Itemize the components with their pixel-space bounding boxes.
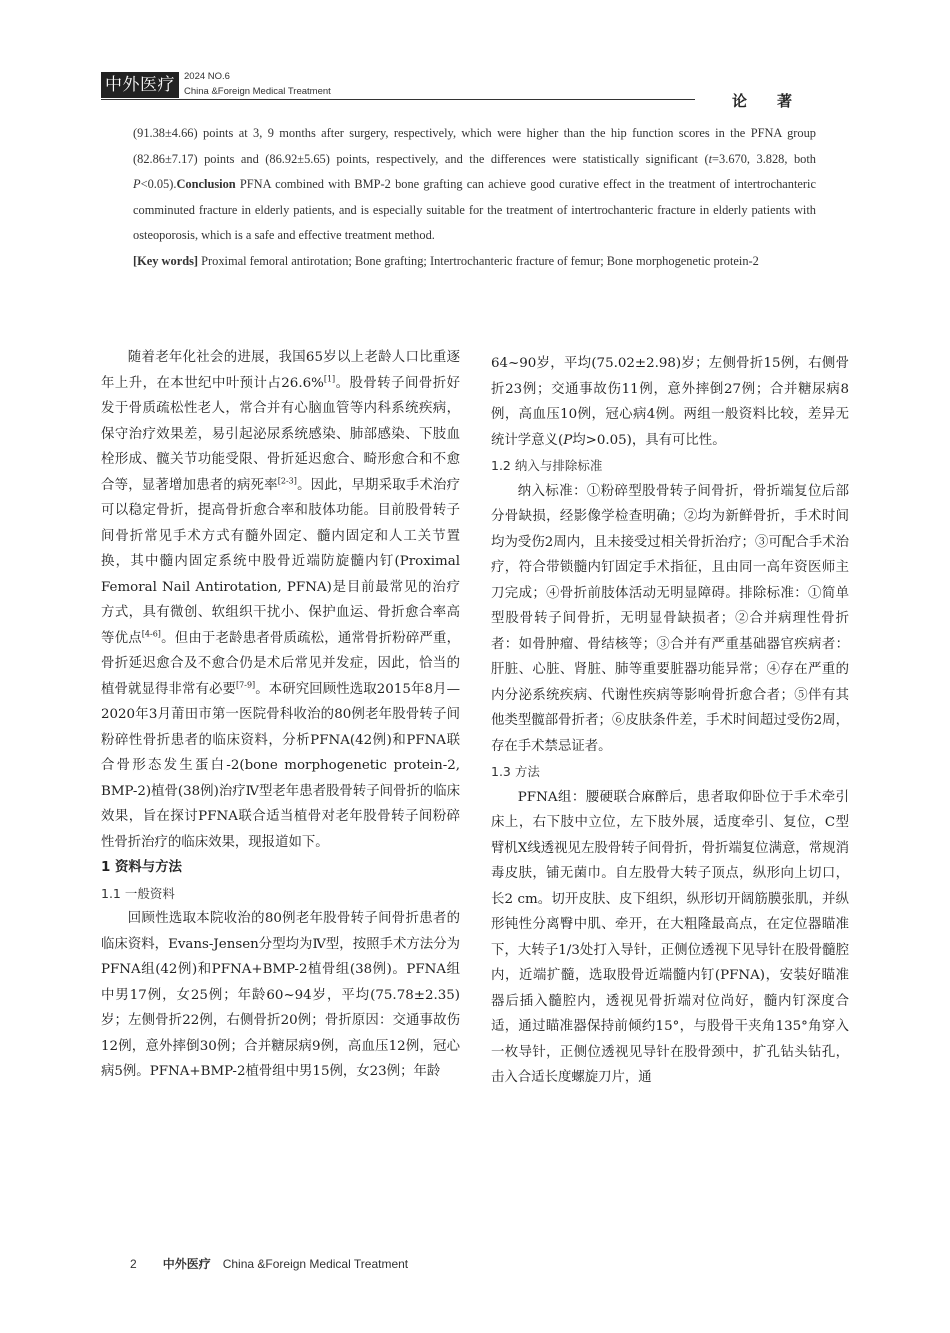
method-paragraph: PFNA组：腰硬联合麻醉后，患者取仰卧位于手术牵引床上，右下肢中立位，左下肢外展，适度牵引、复位，C型臂机X线透视见左股骨转子间骨折，骨折端复位满意，常规消毒皮肤，铺无菌巾。自左股骨大转子顶点，纵形向上切口，长2 cm。切开皮肤、皮下组织，纵形切开阔筋膜张肌，并纵形钝性分离臀中肌、牵开，在大粗隆最高点，在定位器瞄准下，大转子1/3处打入导针，正侧位透视下见导针在股骨髓腔内，近端扩髓，选取股骨近端髓内钉(PFNA)，安装好瞄准器后插入髓腔内，透视见骨折端对位尚好，髓内钉深度合适，通过瞄准器保持前倾约15°，与股骨干夹角135°角穿入一枚导针，正侧位透视见导针在股骨颈中，扩孔钻头钻孔，击入合适长度螺旋刀片，通 <box>491 789 849 1085</box>
intro-paragraph: 随着老年化社会的进展，我国65岁以上老龄人口比重逐年上升，在本世纪中叶预计占26.6%[1]。股骨转子间骨折好发于骨质疏松性老人，常合并有心脑血管等内科系统疾病，保守治疗效果差，易引起泌尿系统感染、肺部感染、下肢血栓形成、髋关节功能受限、骨折延迟愈合、畸形愈合和不愈合等，显著增加患者的病死率[2-3]。因此，早期采取手术治疗可以稳定骨折，提高骨折愈合率和肢体功能。目前股骨转子间骨折常见手术方式有髓外固定、髓内固定和人工关节置换，其中髓内固定系统中股骨近端防旋髓内钉(Proximal Femoral Nail Antirotation, PFNA)是目前最常见的治疗方式，具有微创、软组织干扰小、保护血运、骨折愈合率高等优点[4-6]。但由于老龄患者骨质疏松，通常骨折粉碎严重，骨折延迟愈合及不愈合仍是术后常见并发症，因此，恰当的植骨就显得非常有必要[7-9]。本研究回顾性选取2015年8月—2020年3月莆田市第一医院骨科收治的80例老年股骨转子间粉碎性骨折患者的临床资料，分析PFNA(42例)和PFNA联合骨形态发生蛋白-2(bone morphogenetic protein-2, BMP-2)植骨(38例)治疗Ⅳ型老年患者股骨转子间骨折的临床效果，旨在探讨PFNA联合适当植骨对老年股骨转子间粉碎性骨折治疗的临床效果，现报道如下。 <box>101 350 461 850</box>
subsection-heading-method: 1.3 方法 <box>491 764 540 779</box>
body-column-left <box>101 345 460 1085</box>
section-label: 论著 <box>732 92 823 110</box>
abstract-keywords: [Key words] Proximal femoral antirotation; Bone grafting; Intertrochanteric fracture of femur; Bone morphogenetic protein-2 <box>133 253 759 268</box>
general-data-continued: 64~90岁，平均(75.02±2.98)岁；左侧骨折15例，右侧骨折23例；交通事故伤11例，意外摔倒27例；合并糖尿病8例，高血压10例，冠心病4例。两组一般资料比较，差异无统计学意义(P均>0.05)，具有可比性。 <box>491 356 849 448</box>
criteria-paragraph: 纳入标准：①粉碎型股骨转子间骨折，骨折端复位后部分骨缺损，经影像学检查明确；②均为新鲜骨折，手术时间均为受伤2周内，且未接受过相关骨折治疗；③可配合手术治疗，符合带锁髓内钉固定手术指征，且由同一高年资医师主刀完成；④骨折前肢体活动无明显障碍。排除标准：①简单型股骨转子间骨折，无明显骨缺损者；②合并病理性骨折者：如骨肿瘤、骨结核等；③合并有严重基础器官疾病者：肝脏、心脏、肾脏、肺等重要脏器功能异常；④存在严重的内分泌系统疾病、代谢性疾病等影响骨折愈合者；⑤伴有其他类型髋部骨折者；⑥皮肤条件差，手术时间超过受伤2周，存在手术禁忌证者。 <box>491 483 849 754</box>
journal-name: China &Foreign Medical Treatment <box>184 86 331 97</box>
footer-journal-en: China &Foreign Medical Treatment <box>222 1257 409 1271</box>
footer-journal-cn: 中外医疗 <box>162 1257 211 1271</box>
citation: [1] <box>323 374 336 384</box>
english-abstract <box>133 121 816 274</box>
page-number: 2 <box>130 1257 137 1271</box>
page-footer <box>130 1255 408 1272</box>
conclusion-label: Conclusion <box>176 177 236 191</box>
issue-number: 2024 NO.6 <box>184 71 230 82</box>
section-heading-methods: 1 资料与方法 <box>101 860 182 875</box>
abstract-results: (91.38±4.66) points at 3, 9 months after surgery, respectively, which were higher than the hip function scores in the PFNA group (82.86±7.17) points and (86.92±5.65) points, respectively, and the differences were statistically significant (t=3.670, 3.828, both P<0.05).Conclusion PFNA combined with BMP-2 bone grafting can achieve good curative effect in the treatment of intertrochanteric comminuted fracture in elderly patients, and is especially suitable for the treatment of intertrochanteric fracture in elderly patients with osteoporosis, which is a safe and effective treatment method. <box>133 126 816 242</box>
general-data-paragraph: 回顾性选取本院收治的80例老年股骨转子间骨折患者的临床资料，Evans-Jensen分型均为Ⅳ型，按照手术方法分为PFNA组(42例)和PFNA+BMP-2植骨组(38例)。PFNA组中男17例，女25例；年龄60~94岁，平均(75.78±2.35)岁；左侧骨折22例，右侧骨折20例；骨折原因：交通事故伤12例，意外摔倒30例；合并糖尿病9例，高血压12例，冠心病5例。PFNA+BMP-2植骨组中男15例，女23例；年龄 <box>101 911 460 1079</box>
body-column-right <box>491 351 849 1091</box>
subsection-heading-criteria: 1.2 纳入与排除标准 <box>491 458 603 473</box>
citation: [7-9] <box>236 680 256 690</box>
citation: [2-3] <box>277 476 297 486</box>
subsection-heading-general: 1.1 一般资料 <box>101 885 175 901</box>
citation: [4-6] <box>141 629 161 639</box>
journal-logo: 中外医疗 <box>101 72 179 98</box>
header-rule <box>101 99 695 100</box>
keywords-label: [Key words] <box>133 253 199 268</box>
